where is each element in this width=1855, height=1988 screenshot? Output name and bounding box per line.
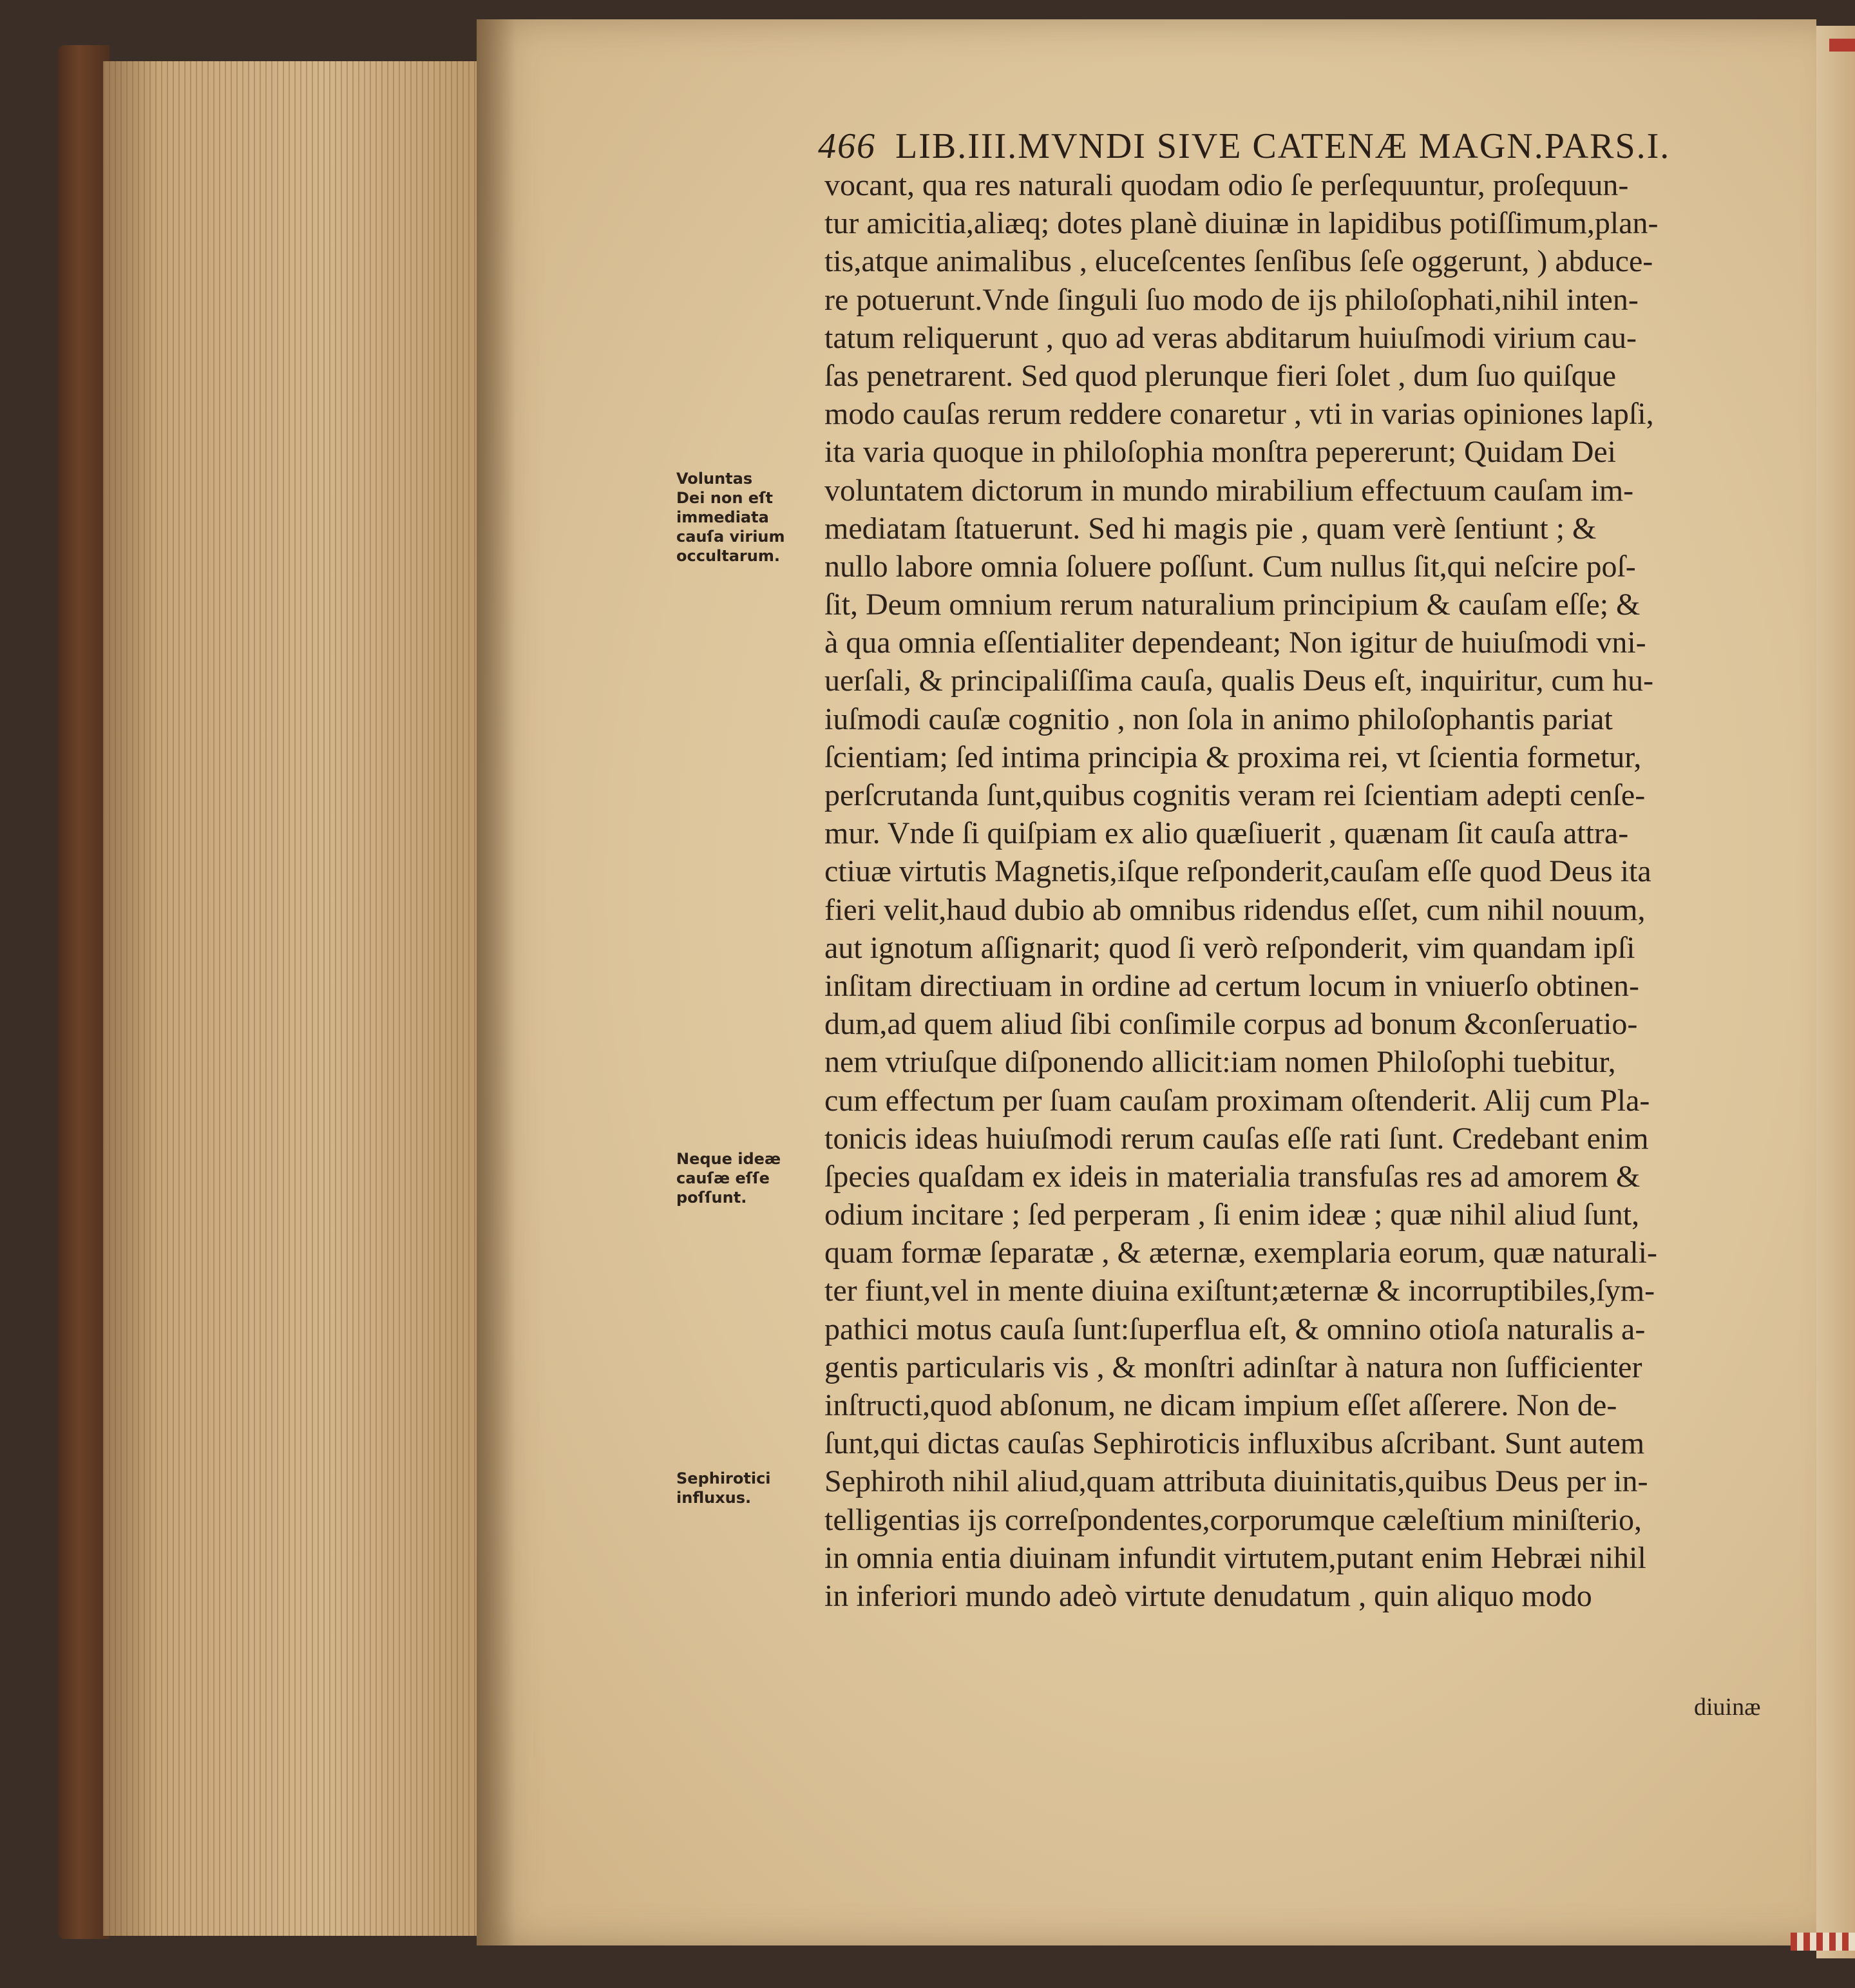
text-line: ita varia quoque in philoſophia monſtra pepererunt; Quidam Dei	[824, 435, 1616, 470]
text-line: ter fiunt,vel in mente diuina exiſtunt;æternæ & incorruptibiles,ſym-	[824, 1274, 1655, 1308]
ribbon-mark-bottom	[1791, 1933, 1855, 1951]
text-line: uerſali, & principaliſſima cauſa, qualis Deus eſt, inquiritur, cum hu-	[824, 664, 1654, 698]
marginal-note-2	[676, 1149, 805, 1207]
text-line: à qua omnia eſſentialiter dependeant; Non igitur de huiuſmodi vni-	[824, 626, 1646, 660]
marginal-note-3	[676, 1469, 805, 1507]
marginal-line: Voluntas	[676, 470, 753, 488]
text-line: dum,ad quem aliud ſibi conſimile corpus ad bonum &conſeruatio-	[824, 1007, 1638, 1042]
text-line: ſunt,qui dictas cauſas Sephiroticis influxibus aſcribant. Sunt autem	[824, 1426, 1645, 1461]
text-line: tur amicitia,aliæq; dotes planè diuinæ in lapidibus potiſſimum,plan-	[824, 206, 1659, 241]
text-line: quam formæ ſeparatæ , & æternæ, exemplaria eorum, quæ naturali-	[824, 1236, 1657, 1270]
text-line: cum effectum per ſuam cauſam proximam oſtenderit. Alij cum Pla-	[824, 1083, 1650, 1118]
catchword: diuinæ	[1694, 1694, 1761, 1721]
text-line: nullo labore omnia ſoluere poſſunt. Cum nullus ſit,qui neſcire poſ-	[824, 549, 1636, 584]
running-header	[818, 126, 1752, 167]
ribbon-mark	[1829, 39, 1855, 52]
text-line: in inferiori mundo adeò virtute denudatum , quin aliquo modo	[824, 1578, 1592, 1613]
text-line: in omnia entia diuinam infundit virtutem,putant enim Hebræi nihil	[824, 1540, 1646, 1575]
text-line: mur. Vnde ſi quiſpiam ex alio quæſiuerit , quænam ſit cauſa attra-	[824, 816, 1629, 851]
text-line: Sephiroth nihil aliud,quam attributa diuinitatis,quibus Deus per in-	[824, 1464, 1648, 1499]
text-line: mediatam ſtatuerunt. Sed hi magis pie , quam verè ſentiunt ; &	[824, 511, 1597, 546]
text-line: voluntatem dictorum in mundo mirabilium effectuum cauſam im-	[824, 473, 1634, 508]
marginal-line: occultarum.	[676, 547, 780, 565]
text-line: iuſmodi cauſæ cognitio , non ſola in animo philoſophantis pariat	[824, 702, 1613, 736]
text-line: ſit, Deum omnium rerum naturalium principium & cauſam eſſe; &	[824, 588, 1641, 622]
gutter-shadow	[477, 19, 515, 1945]
text-line: modo cauſas rerum reddere conaretur , vti in varias opiniones lapſi,	[824, 397, 1654, 432]
text-line: telligentias ijs correſpondentes,corporumque cæleſtium miniſterio,	[824, 1502, 1642, 1537]
text-line: nem vtriuſque diſponendo allicit:iam nomen Philoſophi tuebitur,	[824, 1045, 1616, 1080]
text-line: pathici motus cauſa ſunt:ſuperflua eſt, & omnino otioſa naturalis a-	[824, 1312, 1646, 1346]
page-number: 466	[818, 126, 876, 166]
page-edges	[103, 61, 477, 1936]
text-line: re potuerunt.Vnde ſinguli ſuo modo de ijs philoſophati,nihil inten-	[824, 282, 1639, 317]
body-text	[824, 166, 1752, 1615]
text-line: ſcientiam; ſed intima principia & proxima rei, vt ſcientia formetur,	[824, 740, 1642, 774]
text-line: inſtructi,quod abſonum, ne dicam impium eſſet aſſerere. Non de-	[824, 1388, 1617, 1422]
facing-page-edge	[1816, 26, 1855, 1958]
marginal-line: cauſæ eſſe	[676, 1169, 770, 1187]
text-line: odium incitare ; ſed perperam , ſi enim ideæ ; quæ nihil aliud ſunt,	[824, 1198, 1640, 1232]
marginal-line: immediata	[676, 508, 769, 526]
book-spine	[58, 45, 109, 1939]
text-line: aut ignotum aſſignarit; quod ſi verò reſponderit, vim quandam ipſi	[824, 930, 1635, 965]
marginal-line: poſſunt.	[676, 1189, 747, 1207]
text-line: vocant, qua res naturali quodam odio ſe perſequuntur, proſequun-	[824, 168, 1629, 202]
text-line: inſitam directiuam in ordine ad certum locum in vniuerſo obtinen-	[824, 968, 1639, 1003]
text-line: ctiuæ virtutis Magnetis,iſque reſponderit,cauſam eſſe quod Deus ita	[824, 854, 1651, 889]
marginal-note-1	[676, 469, 805, 566]
running-title: LIB.III.MVNDI SIVE CATENÆ MAGN.PARS.I.	[895, 126, 1671, 166]
text-line: tatum reliquerunt , quo ad veras abditarum huiuſmodi virium cau-	[824, 320, 1637, 355]
marginal-line: Neque ideæ	[676, 1150, 781, 1168]
text-line: fieri velit,haud dubio ab omnibus ridendus eſſet, cum nihil nouum,	[824, 892, 1646, 927]
text-line: tis,atque animalibus , eluceſcentes ſenſibus ſeſe oggerunt, ) abduce-	[824, 244, 1653, 279]
text-line: ſas penetrarent. Sed quod plerunque fieri ſolet , dum ſuo quiſque	[824, 358, 1617, 393]
text-line: perſcrutanda ſunt,quibus cognitis veram rei ſcientiam adepti cenſe-	[824, 778, 1646, 812]
text-line: tonicis ideas huiuſmodi rerum cauſas eſſe rati ſunt. Credebant enim	[824, 1121, 1649, 1156]
text-line: gentis particularis vis , & monſtri adinſtar à natura non ſufficienter	[824, 1350, 1642, 1384]
marginal-line: cauſa virium	[676, 528, 785, 546]
marginal-line: influxus.	[676, 1489, 752, 1507]
marginal-line: Sephirotici	[676, 1469, 771, 1487]
text-line: ſpecies quaſdam ex ideis in materialia transfuſas res ad amorem &	[824, 1159, 1641, 1194]
marginal-line: Dei non eſt	[676, 489, 773, 507]
